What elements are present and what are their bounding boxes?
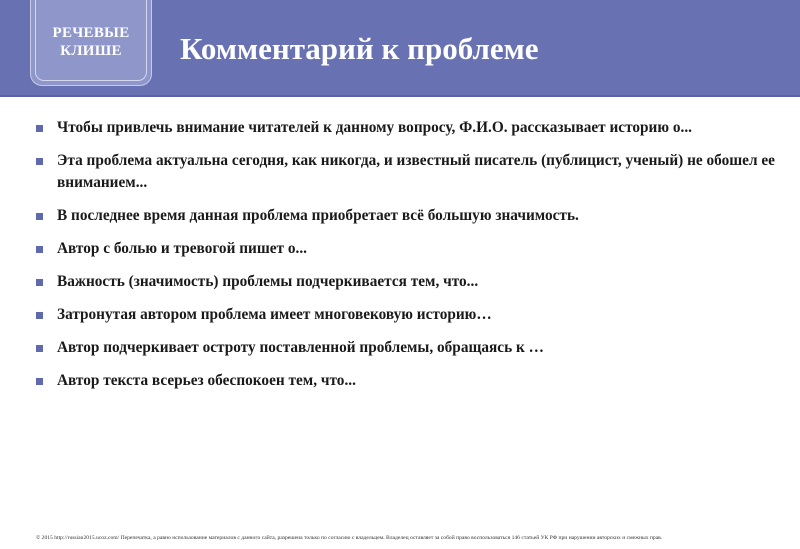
badge-line-2: КЛИШЕ [60,43,122,59]
square-bullet-icon [36,158,43,165]
list-item-text: Чтобы привлечь внимание читателей к данному вопросу, Ф.И.О. рассказывает историю о... [57,119,692,136]
list-item [36,150,776,194]
section-badge [30,0,152,86]
list-item [36,238,776,260]
header-divider [0,95,800,97]
copyright-footer: © 2015 http://russian2015.ucoz.com/ Перепечатка, а равно использование материалов с данного сайта, разрешена только по согласию с владельцем. Владелец оставляет за собой право воспользоваться 146 статьей УК РФ при нарушении авторских и смежных прав. [36,535,663,541]
slide-header [0,0,800,97]
list-item [36,117,776,139]
list-item-text: Автор с болью и тревогой пишет о... [57,240,307,257]
list-item [36,271,776,293]
slide-title: Комментарий к проблеме [180,31,539,66]
list-item [36,304,776,326]
list-item-text: Эта проблема актуальна сегодня, как никогда, и известный писатель (публицист, ученый) не обошел ее вниманием... [57,152,775,191]
square-bullet-icon [36,378,43,385]
square-bullet-icon [36,345,43,352]
phrase-list [36,117,776,403]
list-item [36,337,776,359]
list-item [36,205,776,227]
list-item-text: Затронутая автором проблема имеет многовековую историю… [57,306,492,323]
square-bullet-icon [36,279,43,286]
list-item-text: Важность (значимость) проблемы подчеркивается тем, что... [57,273,479,290]
square-bullet-icon [36,213,43,220]
square-bullet-icon [36,312,43,319]
badge-line-1: РЕЧЕВЫЕ [52,25,130,41]
list-item-text: Автор текста всерьез обеспокоен тем, что... [57,372,356,389]
list-item-text: Автор подчеркивает остроту поставленной проблемы, обращаясь к … [57,339,544,356]
list-item [36,370,776,392]
list-item-text: В последнее время данная проблема приобретает всё большую значимость. [57,207,579,224]
square-bullet-icon [36,246,43,253]
square-bullet-icon [36,125,43,132]
